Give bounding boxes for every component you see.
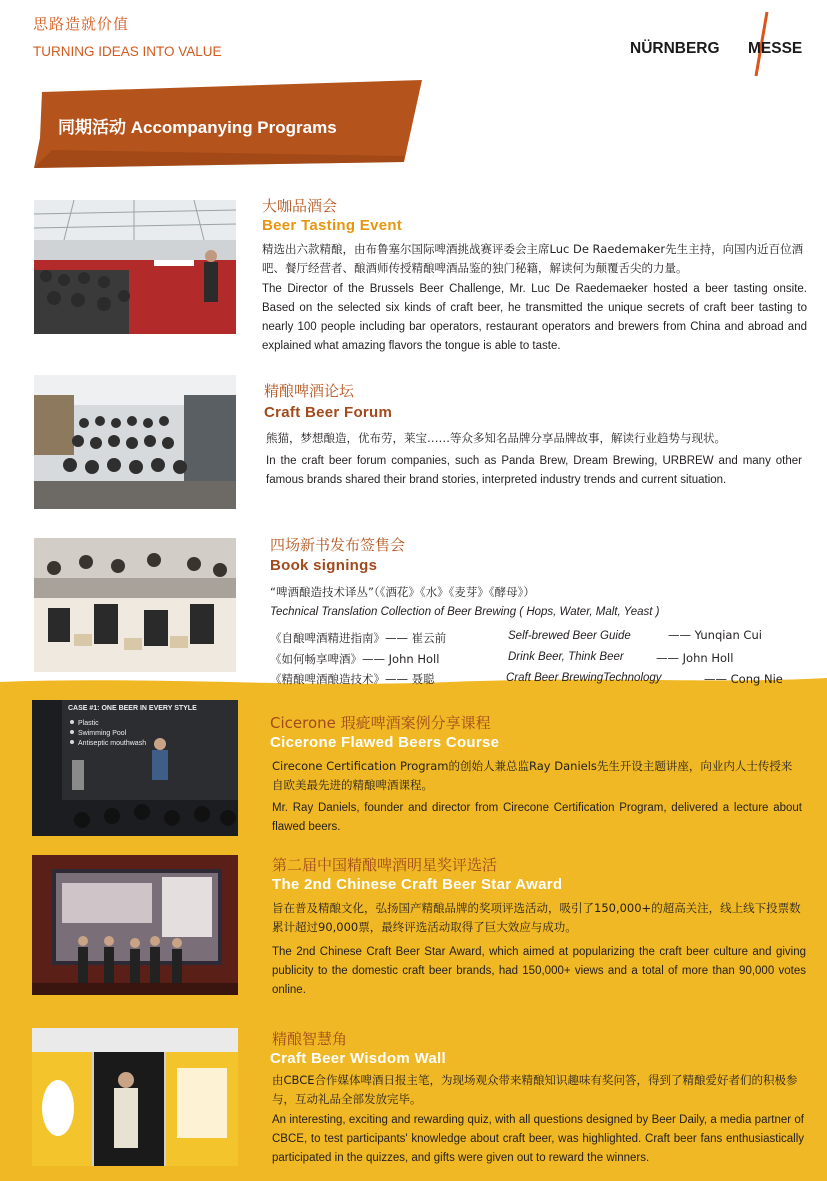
award-title-en: The 2nd Chinese Craft Beer Star Award xyxy=(272,876,563,893)
header-slogan-en: TURNING IDEAS INTO VALUE xyxy=(33,44,222,59)
cicerone-course-photo xyxy=(32,700,238,836)
tasting-title-en: Beer Tasting Event xyxy=(262,217,403,234)
cicerone-title-cn: Cicerone 瑕疵啤酒案例分享课程 xyxy=(270,714,491,732)
cicerone-title-en: Cicerone Flawed Beers Course xyxy=(270,734,500,751)
book-row-cn: 《精酿啤酒酿造技术》—— 聂聪 xyxy=(270,672,435,686)
banner-title: 同期活动 Accompanying Programs xyxy=(58,118,337,137)
forum-title-en: Craft Beer Forum xyxy=(264,404,393,421)
wisdom-body-cn: 由CBCE合作媒体啤酒日报主笔，为现场观众带来精酿知识趣味有奖问答，得到了精酿爱好者们的积极参与，互动礼品全部发放完毕。 xyxy=(272,1073,798,1106)
logo-text-right: MESSE xyxy=(748,40,803,57)
slide-bullet: Swimming Pool xyxy=(78,730,127,737)
award-body-en: The 2nd Chinese Craft Beer Star Award, which aimed at popularizing the craft beer culture and giving publicity to the domestic craft beer brands, had 150,000+ views and a total of more than 90,000 votes online. xyxy=(272,946,806,996)
tasting-body-en: The Director of the Brussels Beer Challenge, Mr. Luc De Raedemaeker hosted a beer tasting onsite. Based on the selected six kinds of craft beer, he transmitted the unique secrets of craft beer tasting to nearly 100 people including bar operators, restaurant operators and brewers from China and abroad and explained what amazing flavors the tongue is able to taste. xyxy=(262,283,807,352)
book-row-en-title: Craft Beer BrewingTechnology xyxy=(506,672,662,684)
books-title-en: Book signings xyxy=(270,557,378,574)
books-series-cn: “啤酒酿造技术译丛”（《酒花》《水》《麦芽》《酵母》） xyxy=(270,585,535,599)
wisdom-title-en: Craft Beer Wisdom Wall xyxy=(270,1050,446,1067)
award-body-cn: 旨在普及精酿文化，弘扬国产精酿品牌的奖项评选活动，吸引了150,000+的超高关注，线上线下投票数累计超过90,000票，最终评选活动取得了巨大效应与成功。 xyxy=(272,901,801,934)
slide-bullet: Antiseptic mouthwash xyxy=(78,740,147,747)
craft-beer-forum-photo xyxy=(34,375,236,509)
tasting-title-cn: 大咖品酒会 xyxy=(262,197,338,215)
nuernbergmesse-logo xyxy=(628,10,818,82)
header-slogan-cn: 思路造就价值 xyxy=(33,15,130,33)
book-row-en-title: Drink Beer, Think Beer xyxy=(508,651,624,663)
wisdom-title-cn: 精酿智慧角 xyxy=(272,1030,348,1048)
book-row-en-author: —— Yunqian Cui xyxy=(668,628,762,642)
tasting-body-cn: 精选出六款精酿，由布鲁塞尔国际啤酒挑战赛评委会主席Luc De Raedemaker先生主持，向国内近百位酒吧、餐厅经营者、酿酒师传授精酿啤酒品鉴的独门秘籍，解读何为颠覆舌尖的力量。 xyxy=(262,242,804,275)
forum-title-cn: 精酿啤酒论坛 xyxy=(264,382,355,400)
cicerone-body-cn: Cirecone Certification Program的创始人兼总监Ray Daniels先生开设主题讲座，向业内人士传授来自欧美最先进的精酿啤酒课程。 xyxy=(272,759,793,792)
cicerone-body-en: Mr. Ray Daniels, founder and director from Cirecone Certification Program, delivered a lecture about flawed beers. xyxy=(272,802,802,833)
books-series-en: Technical Translation Collection of Beer Brewing ( Hops, Water, Malt, Yeast ) xyxy=(270,606,660,618)
star-award-photo xyxy=(32,855,238,995)
wisdom-body-en: An interesting, exciting and rewarding quiz, with all questions designed by Beer Daily, a media partner of CBCE, to test participants' knowledge about craft beer, was highlighted. Craft beer fans enthusiastically participated in the quizzes, and gifts were given out to reward the winners. xyxy=(272,1114,804,1164)
forum-body-en: In the craft beer forum companies, such as Panda Brew, Dream Brewing, URBREW and many other famous brands shared their brand stories, interpreted industry trends and current situation. xyxy=(266,455,802,486)
slide-heading: CASE #1: ONE BEER IN EVERY STYLE xyxy=(68,705,197,712)
award-title-cn: 第二届中国精酿啤酒明星奖评选活 xyxy=(272,856,498,874)
logo-text-left: NÜRNBERG xyxy=(630,40,720,57)
book-row-en-title: Self-brewed Beer Guide xyxy=(508,630,631,642)
book-signing-photo xyxy=(34,538,236,672)
slide-bullet: Plastic xyxy=(78,720,99,727)
wisdom-wall-photo xyxy=(32,1028,238,1166)
book-row-cn: 《自酿啤酒精进指南》—— 崔云前 xyxy=(270,631,447,645)
forum-body-cn: 熊猫，梦想酿造，优布劳，莱宝……等众多知名品牌分享品牌故事，解读行业趋势与现状。 xyxy=(266,431,726,445)
book-row-en-author: —— Cong Nie xyxy=(704,672,783,686)
books-title-cn: 四场新书发布签售会 xyxy=(270,536,406,554)
book-row-cn: 《如何畅享啤酒》—— John Holl xyxy=(270,652,440,666)
beer-tasting-photo xyxy=(34,200,236,334)
book-row-en-author: —— John Holl xyxy=(656,651,734,665)
